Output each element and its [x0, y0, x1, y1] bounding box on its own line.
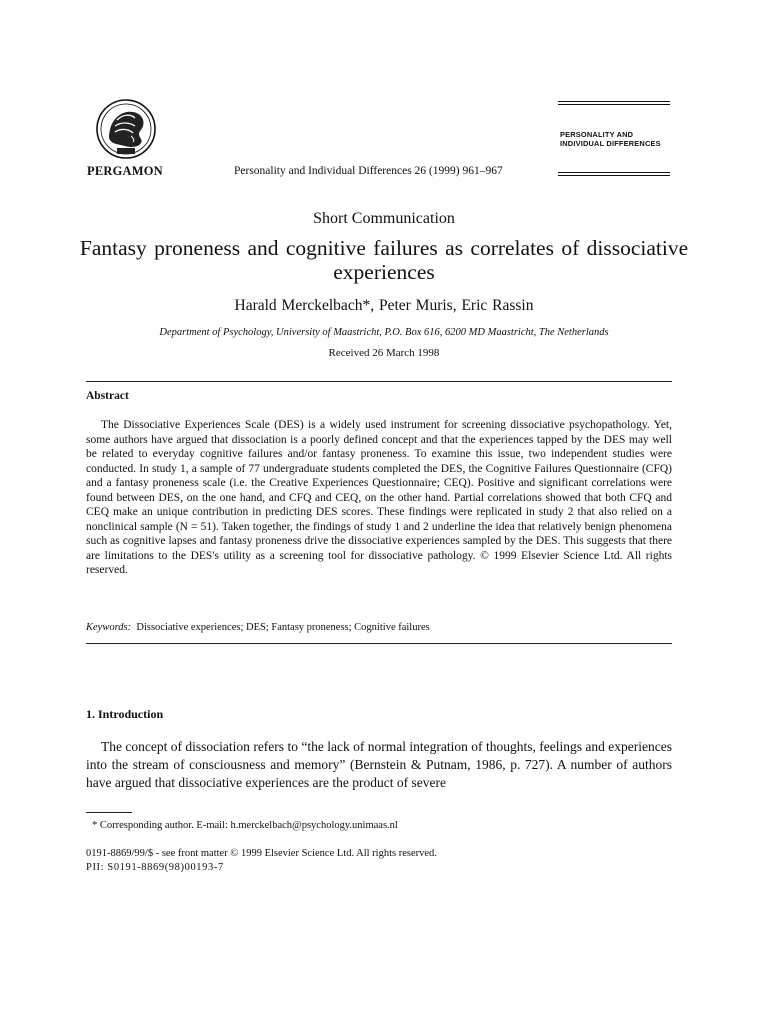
article-title: Fantasy proneness and cognitive failures as correlates of dissociative experiences: [79, 236, 689, 284]
affiliation: Department of Psychology, University of Maastricht, P.O. Box 616, 6200 MD Maastricht, The Netherlands: [159, 327, 609, 338]
abstract-heading: Abstract: [86, 390, 129, 402]
journal-title-line: PERSONALITY AND: [560, 130, 634, 139]
journal-citation: Personality and Individual Differences 26 (1999) 961–967: [234, 165, 503, 177]
received-date: Received 26 March 1998: [328, 347, 440, 359]
pii-line: PII: S0191-8869(98)00193-7: [86, 862, 224, 873]
keywords-list: Dissociative experiences; DES; Fantasy proneness; Cognitive failures: [136, 622, 430, 633]
journal-rule: [558, 101, 670, 102]
introduction-body: The concept of dissociation refers to “the lack of normal integration of thoughts, feelings and experiences into the stream of consciousness and memory” (Bernstein & Putnam, 1986, p. 727). A number of authors have argued that dissociative experiences are the product of severe: [86, 739, 672, 790]
abstract-body: The Dissociative Experiences Scale (DES) is a widely used instrument for screening dissociative psychopathology. Yet, some authors have argued that dissociation is a poorly defined concept and that the experiences tapped by the DES may well be related to everyday cognitive failures and/or fantasy proneness. To examine this issue, two independent studies were conducted. In study 1, a sample of 77 undergraduate students completed the DES, the Cognitive Failures Questionnaire (CFQ) and a fantasy proneness scale (i.e. the Creative Experiences Questionnaire; CEQ). Positive and significant correlations were found between DES, on the one hand, and CFQ and CEQ, on the other hand. Partial correlations showed that both CFQ and CEQ make an unique contribution in predicting DES scores. These findings were replicated in study 2 that also relied on a nonclinical sample (N = 51). Taken together, the findings of study 1 and 2 underline the idea that relatively benign phenomena such as cognitive lapses and fantasy proneness drive the dissociative experiences sampled by the DES. This suggests that there are limitations to the DES's utility as a screening tool for dissociative pathology. © 1999 Elsevier Science Ltd. All rights reserved.: [86, 419, 672, 576]
issn-line: 0191-8869/99/$ - see front matter © 1999 Elsevier Science Ltd. All rights reserved.: [86, 848, 437, 859]
article-type: Short Communication: [313, 210, 455, 227]
abstract-top-rule: [86, 381, 672, 382]
author-list: Harald Merckelbach*, Peter Muris, Eric Rassin: [234, 297, 534, 314]
journal-rule: [558, 172, 670, 173]
footnote-rule: [86, 812, 132, 813]
keywords: [86, 622, 430, 633]
abstract-bottom-rule: [86, 643, 672, 644]
journal-title-line: INDIVIDUAL DIFFERENCES: [560, 139, 661, 148]
section-heading: 1. Introduction: [86, 707, 164, 721]
corresponding-author-footnote: * Corresponding author. E-mail: h.merckelbach@psychology.unimaas.nl: [92, 820, 398, 831]
keywords-label: Keywords:: [86, 622, 132, 633]
publisher-name: PERGAMON: [87, 164, 163, 178]
journal-rule: [558, 104, 670, 105]
journal-title: [560, 130, 661, 148]
journal-rule: [558, 175, 670, 176]
publisher-logo-icon: [95, 98, 157, 164]
